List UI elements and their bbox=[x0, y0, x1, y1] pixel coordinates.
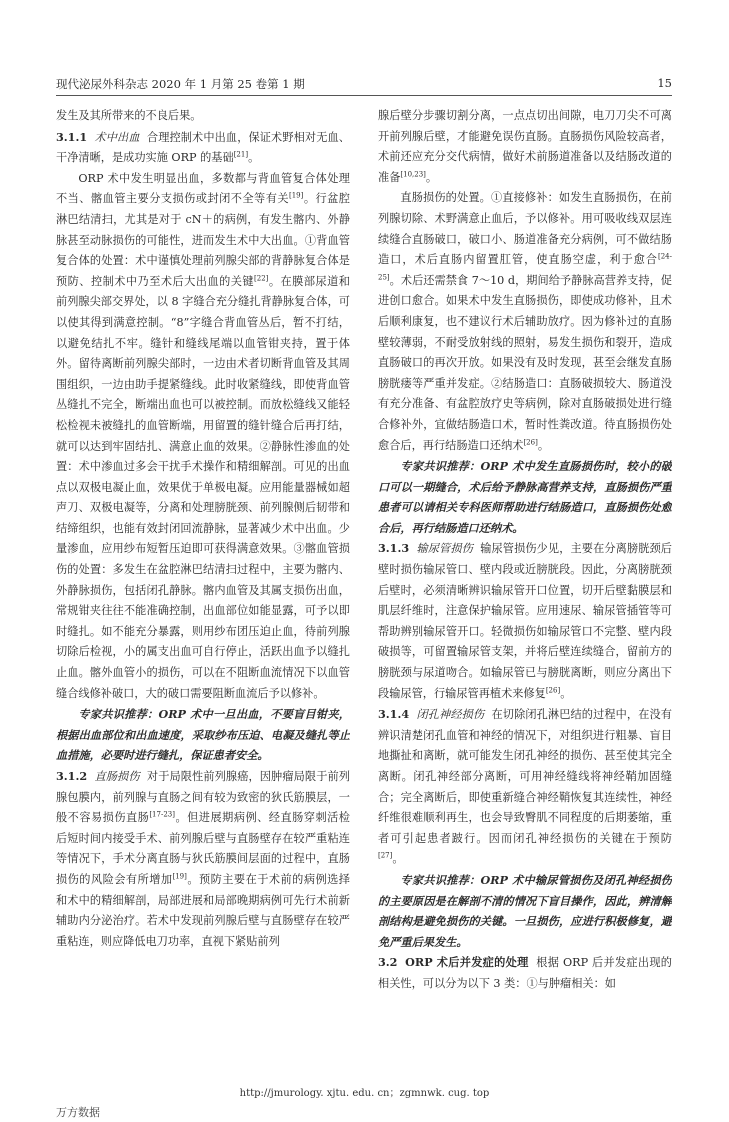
section-text: 合理控制术中出血，保证术野相对无血、干净清晰，是成功实施 ORP 的基础 bbox=[56, 130, 350, 165]
text: 。术后还需禁食 7～10 d，期间给予静脉高营养支持，促进创口愈合。如果术中发生直肠损伤，即使成功修补，且术后顺利康复，也不建议行术后辅助放疗。因为修补过的直肠壁较薄弱，不耐受放射线的照射，易发生损伤和裂开，造成直肠破口的再次开放。如果没有及时发现，甚至会继发直肠膀胱瘘等严重并发症。②结肠造口：直肠破损较大、肠道没有充分准备、有盆腔放疗史等病例，除对直肠破损处进行缝合修补外，宜做结肠造口术，暂时性粪改道。待直肠损伤处愈合后，再行结肠造口还纳术 bbox=[378, 273, 672, 452]
section-text: 。预防主要在于术前的病例选择和术中的精细解剖，局部进展和局部晚期病例可先行术前新辅助内分泌治疗。若术中发现前列腺后壁与直肠壁存在较严重粘连，则应降低电刀功率，直视下紧贴前列 bbox=[56, 872, 350, 948]
section-3-1-2 bbox=[56, 766, 350, 952]
paragraph: 腺后壁分步骤切割分离，一点点切出间隙，电刀刀尖不可离开前列腺后壁，才能避免误伤直肠。直肠损伤风险较高者，术前还应充分交代病情，做好术前肠道准备以及结肠改道的准备[10,23]。 bbox=[378, 109, 672, 184]
paragraph: 直肠损伤的处置。①直接修补：如发生直肠损伤，在前列腺切除、术野满意止血后，予以修补。用可吸收线双层连续缝合直肠破口，破口小、肠道准备充分病例，可不做结肠造口，术后直肠内留置肛管，使直肠空虚，利于愈合[24-25]。术后还需禁食 7～10 d，期间给予静脉高营养支持，促进创口愈合。如果术中发生直肠损伤，即使成功修补，且术后顺利康复，也不建议行术后辅助放疗。因为修补过的直肠壁较薄弱，不耐受放射线的照射，易发生损伤和裂开，造成直肠破口的再次开放。如果没有及时发现，甚至会继发直肠膀胱瘘等严重并发症。②结肠造口：直肠破损较大、肠道没有充分准备、有盆腔放疗史等病例，除对直肠破损处进行缝合修补外，宜做结肠造口术，暂时性粪改道。待直肠损伤处愈合后，再行结肠造口还纳术[26]。 bbox=[378, 191, 672, 452]
citation: [26] bbox=[545, 685, 561, 694]
text: ORP 术中发生明显出血，多数都与背血管复合体处理不当、髂血管主要分支损伤或封闭不全等有关 bbox=[56, 171, 350, 206]
text: 。在膜部尿道和前列腺尖部交界处，以 8 字缝合充分缝扎背静脉复合体，可以使其得到满意控制。“8”字缝合背血管丛后，暂不打结，以避免结扎不牢。缝针和缝线尾端以血管钳夹持，置于体外。留待离断前列腺尖部时，一边由术者切断背血管及其周围组织，一边由助手提紧缝线。此时收紧缝线，即使背血管丛缝扎不完全，断端出血也可以被控制。而放松缝线又能轻松检视未被缝扎的血管断端，用留置的缝针缝合后再打结，就可以达到牢固结扎、满意止血的效果。②静脉性渗血的处置：术中渗血过多会干扰手术操作和精细解剖。可见的出血点以双极电凝止血，效果优于单极电凝。应用能量器械如超声刀、双极电凝等，分离和处理膀胱颈、前列腺侧后韧带和结缔组织，也能有效封闭回流静脉，显著减少术中出血。少量渗血，应用纱布短暂压迫即可获得满意效果。③髂血管损伤的处置：多发生在盆腔淋巴结清扫过程中，主要为髂内、外静脉损伤，包括闭孔静脉。髂内血管及其属支损伤出血，常规钳夹往往不能准确控制，出血部位如能显露，可予以即时缝扎。如不能充分暴露，则用纱布团压迫止血，待前列腺切除后检视，小的属支出血可自行停止，活跃出血予以缝扎止血。髂外血管小的损伤，可以在不阻断血流情况下以血管缝合线修补破口，大的破口需要阻断血流后予以修补。 bbox=[56, 274, 350, 700]
section-number: 3.1.4 bbox=[378, 707, 410, 722]
section-number: 3.2 bbox=[378, 955, 398, 970]
section-title: 直肠损伤 bbox=[94, 770, 140, 783]
expert-recommendation bbox=[378, 870, 672, 952]
section-text: 在切除闭孔淋巴结的过程中，在没有辨识清楚闭孔血管和神经的情况下，对组织进行粗暴、盲目地撕扯和离断，就可能发生闭孔神经的损伤、甚至使其完全离断。闭孔神经部分离断，可用神经缝线将神经鞘加固缝合；完全离断后，即使重新缝合神经鞘恢复其连续性，神经纤维很难顺利再生，也会导致臀肌不同程度的后期萎缩，重者可引起患者跛行。因而闭孔神经损伤的关键在于预防 bbox=[378, 708, 672, 845]
expert-recommendation bbox=[56, 704, 350, 766]
section-number: 3.1.3 bbox=[378, 541, 410, 556]
section-text: 输尿管损伤少见，主要在分离膀胱颈后壁时损伤输尿管口、壁内段或近膀胱段。因此，分离膀胱颈后壁时，必须清晰辨识输尿管开口位置，切开后壁黏膜层和肌层纤维时，注意保护输尿管。应用速尿、输尿管插管等可帮助辨别输尿管开口。轻微损伤如输尿管口不完整、壁内段破损等，可留置输尿管支架，并将后壁连续缝合，留前方的膀胱颈与尿道吻合。如输尿管已与膀胱离断，则应分离出下段输尿管，行输尿管再植术来修复 bbox=[378, 542, 672, 700]
section-text: 根据 ORP 后并发症出现的相关性，可以分为以下 3 类：①与肿瘤相关：如 bbox=[378, 956, 672, 990]
text: 直肠损伤的处置。①直接修补：如发生直肠损伤，在前列腺切除、术野满意止血后，予以修补。用可吸收线双层连续缝合直肠破口，破口小、肠道准备充分病例，可不做结肠造口，术后直肠内留置肛管，使直肠空虚，利于愈合 bbox=[378, 191, 672, 267]
citation: [17-23] bbox=[149, 810, 175, 819]
expert-text: ORP 术中一旦出血，不要盲目钳夹，根据出血部位和出血速度，采取纱布压迫、电凝及缝扎等止血措施，必要时进行缝扎，保证患者安全。 bbox=[56, 707, 350, 763]
section-3-2 bbox=[378, 952, 672, 994]
header-rule bbox=[56, 95, 672, 96]
page-number: 15 bbox=[657, 76, 672, 90]
section-title: 闭孔神经损伤 bbox=[416, 708, 485, 722]
watermark-brand: 万方数据 bbox=[56, 1106, 100, 1119]
expert-text: ORP 术中输尿管损伤及闭孔神经损伤的主要原因是在解剖不清的情况下盲目操作，因此，辨清解剖结构是避免损伤的关键。一旦损伤，应进行积极修复，避免严重后果发生。 bbox=[378, 872, 672, 949]
citation: [19] bbox=[289, 191, 304, 200]
section-title: 输尿管损伤 bbox=[416, 542, 473, 556]
expert-label: 专家共识推荐： bbox=[78, 707, 159, 722]
paragraph bbox=[56, 169, 350, 704]
expert-text: ORP 术中发生直肠损伤时，较小的破口可以一期缝合，术后给予静脉高营养支持，直肠损伤严重患者可以请相关专科医师帮助进行结肠造口，直肠损伤处愈合后，再行结肠造口还纳术。 bbox=[378, 459, 672, 535]
left-column bbox=[56, 106, 350, 1046]
text: 腺后壁分步骤切割分离，一点点切出间隙，电刀刀尖不可离开前列腺后壁，才能避免误伤直肠。直肠损伤风险较高者，术前还应充分交代病情，做好术前肠道准备以及结肠改道的准备 bbox=[378, 109, 672, 184]
section-title: 术中出血 bbox=[94, 130, 140, 144]
section-text: 。但进展期病例、经直肠穿刺活检后短时间内接受手术、前列腺后壁与直肠壁存在较严重粘连等情况下，手术分离直肠与狄氏筋膜间层面的过程中，直肠损伤的风险会有所增加 bbox=[56, 811, 350, 886]
citation: [27] bbox=[378, 851, 393, 860]
journal-title: 现代泌尿外科杂志 2020 年 1 月第 25 卷第 1 期 bbox=[56, 77, 305, 91]
section-number: 3.1.2 bbox=[56, 769, 88, 783]
text: 。行盆腔淋巴结清扫，尤其是对于 cN＋的病例，有发生髂内、外静脉甚至动脉损伤的可能性，进而发生术中大出血。①背血管复合体的处置：术中谨慎处理前列腺尖部的背静脉复合体是预防、控制术中乃至术后大出血的关键 bbox=[56, 192, 350, 288]
section-number: 3.1.1 bbox=[56, 129, 88, 144]
section-text: 对于局限性前列腺癌，因肿瘤局限于前列腺包膜内，前列腺与直肠之间有较为致密的狄氏筋膜层，一般不容易损伤直肠 bbox=[56, 770, 350, 825]
section-title: ORP 术后并发症的处理 bbox=[405, 955, 529, 970]
text: 发生及其所带来的不良后果。 bbox=[56, 109, 202, 122]
section-3-1-3: 3.1.3 输尿管损伤 输尿管损伤少见，主要在分离膀胱颈后壁时损伤输尿管口、壁内段或近膀胱段。因此，分离膀胱颈后壁时，必须清晰辨识输尿管开口位置，切开后壁黏膜层和肌层纤维时，注意保护输尿管。应用速尿、输尿管插管等可帮助辨别输尿管开口。轻微损伤如输尿管口不完整、壁内段破损等，可留置输尿管支架，并将后壁连续缝合，留前方的膀胱颈与尿道吻合。如输尿管已与膀胱离断，则应分离出下段输尿管，行输尿管再植术来修复[26]。 bbox=[378, 541, 672, 700]
paragraph bbox=[56, 106, 350, 127]
citation: [24-25] bbox=[378, 252, 672, 282]
section-3-1-1: 3.1.1 术中出血 合理控制术中出血，保证术野相对无血、干净清晰，是成功实施 ORP 的基础[21]。 bbox=[56, 129, 350, 165]
section-3-1-4: 3.1.4 闭孔神经损伤 在切除闭孔淋巴结的过程中，在没有辨识清楚闭孔血管和神经的情况下，对组织进行粗暴、盲目地撕扯和离断，就可能发生闭孔神经的损伤、甚至使其完全离断。闭孔神经部分离断，可用神经缝线将神经鞘加固缝合；完全离断后，即使重新缝合神经鞘恢复其连续性，神经纤维很难顺利再生，也会导致臀肌不同程度的后期萎缩，重者可引起患者跛行。因而闭孔神经损伤的关键在于预防[27]。 bbox=[378, 707, 672, 866]
citation: [19] bbox=[172, 872, 187, 881]
citation: [22] bbox=[254, 274, 269, 283]
expert-label: 专家共识推荐： bbox=[400, 872, 481, 887]
footer-url: http://jmurology. xjtu. edu. cn；zgmnwk. cug. top bbox=[239, 1088, 490, 1099]
expert-recommendation bbox=[378, 456, 672, 538]
running-header bbox=[56, 76, 672, 94]
expert-label: 专家共识推荐： bbox=[400, 459, 481, 474]
right-column bbox=[378, 106, 672, 1046]
citation: [10,23] bbox=[400, 170, 426, 179]
citation: [21] bbox=[233, 150, 249, 159]
citation: [26] bbox=[523, 437, 538, 446]
